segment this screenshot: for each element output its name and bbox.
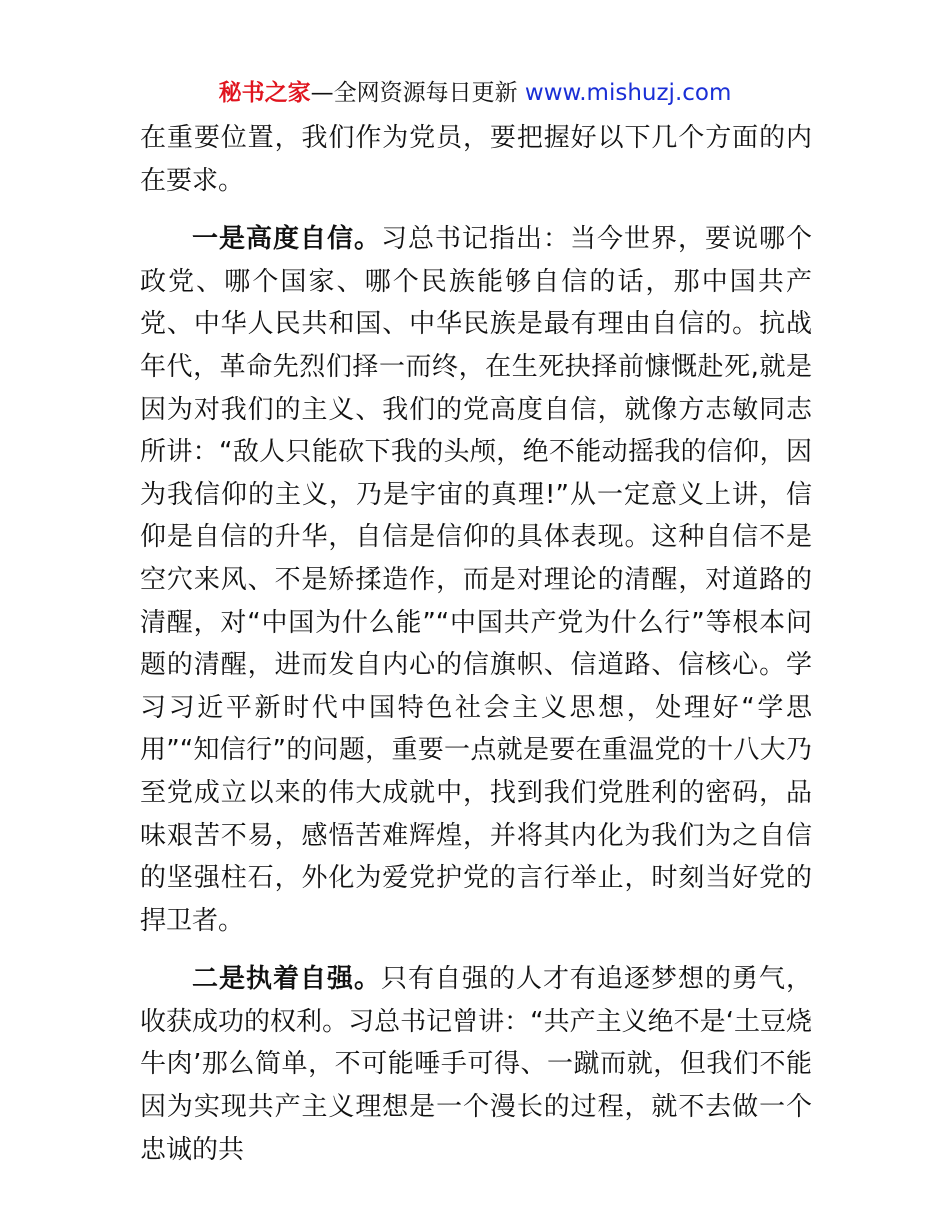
paragraph-text: 习总书记指出：当今世界，要说哪个政党、哪个国家、哪个民族能够自信的话，那中国共产党、中华人民共和国、中华民族是最有理由自信的。抗战年代，革命先烈们择一而终，在生死抉择前慷慨赴死,就是因为对我们的主义、我们的党高度自信，就像方志敏同志所讲：“敌人只能砍下我的头颅，绝不能动摇我的信仰，因为我信仰的主义，乃是宇宙的真理!”从一定意义上讲，信仰是自信的升华，自信是信仰的具体表现。这种自信不是空穴来风、不是矫揉造作，而是对理论的清醒，对道路的清醒，对“中国为什么能”“中国共产党为什么行”等根本问题的清醒，进而发自内心的信旗帜、信道路、信核心。学习习近平新时代中国特色社会主义思想，处理好“学思用”“知信行”的问题，重要一点就是要在重温党的十八大乃至党成立以来的伟大成就中，找到我们党胜利的密码，品味艰苦不易，感悟苦难辉煌，并将其内化为我们为之自信的坚强柱石，外化为爱党护党的言行举止，时刻当好党的捍卫者。 (140, 224, 812, 936)
paragraph-text: 只有自强的人才有追逐梦想的勇气，收获成功的权利。习总书记曾讲：“共产主义绝不是‘土豆烧牛肉’那么简单，不可能唾手可得、一蹴而就，但我们不能因为实现共产主义理想是一个漫长的过程，就不去做一个忠诚的共 (140, 964, 812, 1165)
paragraph-self-strengthening (140, 958, 812, 1171)
document-body (140, 117, 812, 1171)
paragraph-intro-continuation (140, 117, 812, 202)
header-brand: 秘书之家 (218, 80, 311, 106)
paragraph-lead-heading: 二是执着自强。 (192, 964, 381, 995)
header-tagline: —全网资源每日更新 (310, 80, 525, 106)
page-header (0, 76, 950, 110)
paragraph-lead-heading: 一是高度自信。 (192, 224, 381, 255)
paragraph-high-confidence (140, 218, 812, 942)
paragraph-text: 在重要位置，我们作为党员，要把握好以下几个方面的内在要求。 (140, 123, 812, 196)
header-url-link[interactable]: www.mishuzj.com (524, 80, 732, 106)
